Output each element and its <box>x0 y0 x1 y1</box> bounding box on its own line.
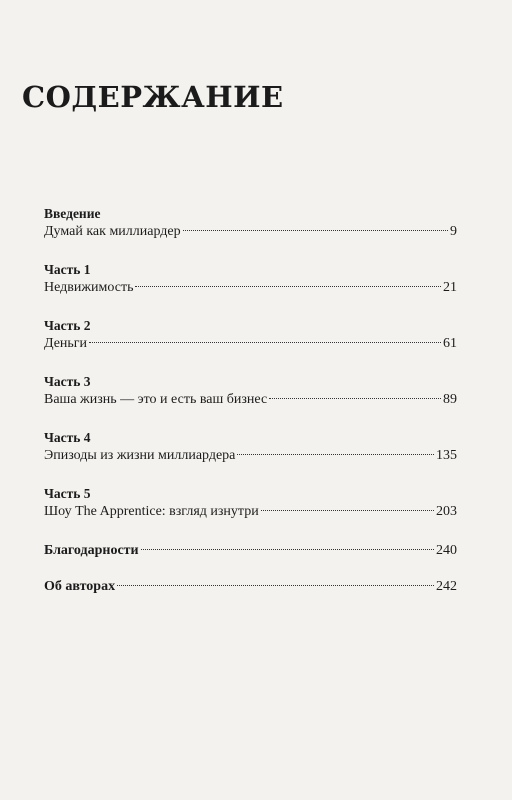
toc-page-number: 9 <box>450 224 457 239</box>
toc-group-part-5 <box>44 485 457 522</box>
toc-entry-title: Деньги <box>44 336 88 351</box>
toc-section-label: Часть 2 <box>44 318 91 333</box>
toc-page-number: 89 <box>443 392 457 407</box>
toc-entry <box>44 390 457 410</box>
toc-entry-title: Думай как миллиардер <box>44 224 181 239</box>
toc-group-part-2 <box>44 317 457 354</box>
toc-entry <box>44 222 457 242</box>
dot-leader <box>237 454 434 455</box>
page-title: СОДЕРЖАНИЕ <box>22 80 284 114</box>
toc-section-label: Введение <box>44 206 101 221</box>
toc-page-number: 203 <box>436 504 457 519</box>
toc-entry-title: Об авторах <box>44 579 116 594</box>
toc-group-part-3 <box>44 373 457 410</box>
toc-entry <box>44 502 457 522</box>
dot-leader <box>89 342 441 343</box>
toc-section-label: Часть 5 <box>44 486 91 501</box>
dot-leader <box>117 585 434 586</box>
toc-group-authors <box>44 577 457 597</box>
toc-page-number: 135 <box>436 448 457 463</box>
toc-page-number: 21 <box>443 280 457 295</box>
toc-group-intro <box>44 205 457 242</box>
toc-section-label: Часть 3 <box>44 374 91 389</box>
toc-entry-title: Шоу The Apprentice: взгляд изнутри <box>44 504 259 519</box>
toc-entry <box>44 541 457 561</box>
dot-leader <box>183 230 448 231</box>
toc-entry <box>44 446 457 466</box>
toc-section-label: Часть 4 <box>44 430 91 445</box>
toc-entry-title: Недвижимость <box>44 280 134 295</box>
toc-page-number: 240 <box>436 543 457 558</box>
toc-group-part-1 <box>44 261 457 298</box>
dot-leader <box>269 398 441 399</box>
toc-group-part-4 <box>44 429 457 466</box>
dot-leader <box>141 549 434 550</box>
toc-entry <box>44 278 457 298</box>
toc-entry <box>44 577 457 597</box>
toc-entry <box>44 334 457 354</box>
toc-group-acknowledgements <box>44 541 457 561</box>
toc-entry-title: Ваша жизнь — это и есть ваш бизнес <box>44 392 268 407</box>
toc-section-label: Часть 1 <box>44 262 91 277</box>
dot-leader <box>135 286 441 287</box>
dot-leader <box>261 510 434 511</box>
toc-entry-title: Благодарности <box>44 543 139 558</box>
toc-page-number: 61 <box>443 336 457 351</box>
table-of-contents <box>44 205 457 613</box>
toc-entry-title: Эпизоды из жизни миллиардера <box>44 448 236 463</box>
toc-page-number: 242 <box>436 579 457 594</box>
